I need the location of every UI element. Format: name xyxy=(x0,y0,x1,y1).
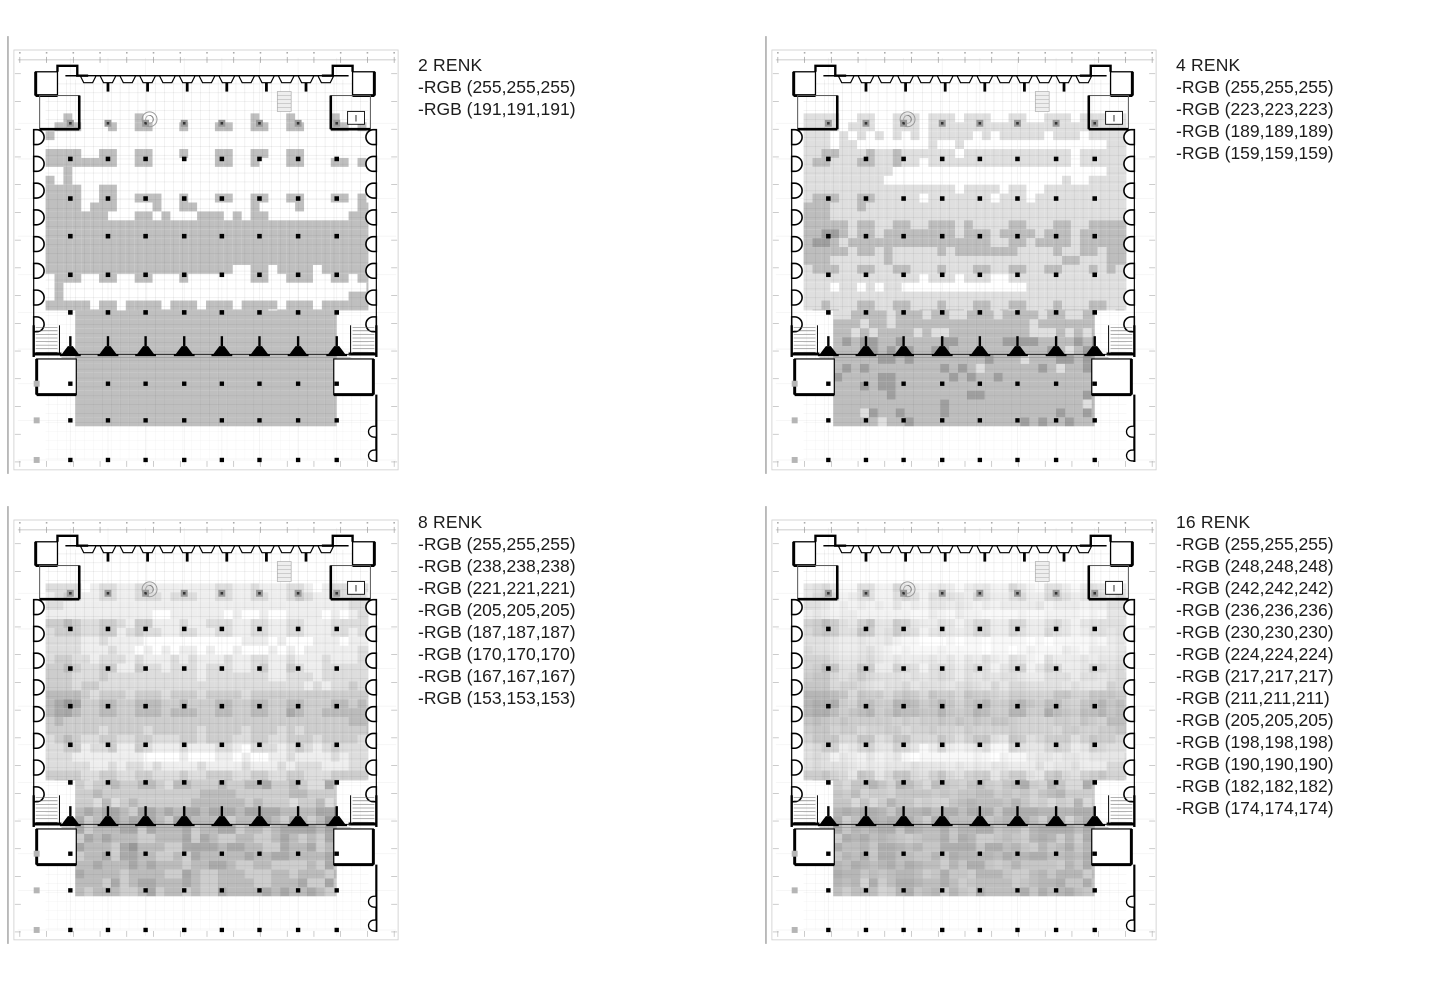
panel-title: 8 RENK xyxy=(418,512,483,532)
floor-plan-svg xyxy=(4,30,410,476)
panel-title: 2 RENK xyxy=(418,55,483,75)
panel-16-renk xyxy=(762,500,1334,946)
panel-8-renk xyxy=(4,500,576,946)
floor-plan-svg xyxy=(762,500,1168,946)
rgb-legend-item: -RGB (255,255,255) xyxy=(1176,534,1334,554)
rgb-legend-item: -RGB (242,242,242) xyxy=(1176,578,1334,598)
rgb-legend-item: -RGB (205,205,205) xyxy=(1176,710,1334,730)
rgb-legend-item: -RGB (167,167,167) xyxy=(418,666,576,686)
rgb-legend-item: -RGB (187,187,187) xyxy=(418,622,576,642)
floor-plan xyxy=(762,500,1168,946)
floor-plan-svg xyxy=(4,500,410,946)
rgb-legend-item: -RGB (189,189,189) xyxy=(1176,121,1334,141)
panel-2-renk xyxy=(4,30,576,476)
rgb-legend xyxy=(1176,533,1334,819)
floor-plan-svg xyxy=(762,30,1168,476)
panel-caption xyxy=(418,30,576,120)
rgb-legend-item: -RGB (153,153,153) xyxy=(418,688,576,708)
rgb-legend-item: -RGB (238,238,238) xyxy=(418,556,576,576)
rgb-legend-item: -RGB (236,236,236) xyxy=(1176,600,1334,620)
rgb-legend-item: -RGB (224,224,224) xyxy=(1176,644,1334,664)
rgb-legend xyxy=(1176,76,1334,164)
rgb-legend-item: -RGB (174,174,174) xyxy=(1176,798,1334,818)
rgb-legend-item: -RGB (198,198,198) xyxy=(1176,732,1334,752)
panel-4-renk xyxy=(762,30,1334,476)
svg-text:I: I xyxy=(1112,113,1116,124)
rgb-legend xyxy=(418,533,576,709)
rgb-legend-item: -RGB (255,255,255) xyxy=(418,77,576,97)
rgb-legend-item: -RGB (182,182,182) xyxy=(1176,776,1334,796)
rgb-legend-item: -RGB (217,217,217) xyxy=(1176,666,1334,686)
rgb-legend-item: -RGB (159,159,159) xyxy=(1176,143,1334,163)
rgb-legend xyxy=(418,76,576,120)
svg-text:I: I xyxy=(354,583,358,594)
panel-title: 16 RENK xyxy=(1176,512,1251,532)
rgb-legend-item: -RGB (223,223,223) xyxy=(1176,99,1334,119)
panel-caption xyxy=(1176,30,1334,164)
floor-plan xyxy=(4,500,410,946)
rgb-legend-item: -RGB (248,248,248) xyxy=(1176,556,1334,576)
rgb-legend-item: -RGB (255,255,255) xyxy=(418,534,576,554)
rgb-legend-item: -RGB (190,190,190) xyxy=(1176,754,1334,774)
rgb-legend-item: -RGB (255,255,255) xyxy=(1176,77,1334,97)
rgb-legend-item: -RGB (205,205,205) xyxy=(418,600,576,620)
panel-caption xyxy=(1176,500,1334,819)
floor-plan xyxy=(762,30,1168,476)
panel-caption xyxy=(418,500,576,709)
rgb-legend-item: -RGB (170,170,170) xyxy=(418,644,576,664)
rgb-legend-item: -RGB (191,191,191) xyxy=(418,99,576,119)
rgb-legend-item: -RGB (211,211,211) xyxy=(1176,688,1330,708)
rgb-legend-item: -RGB (221,221,221) xyxy=(418,578,576,598)
svg-text:I: I xyxy=(354,113,358,124)
rgb-legend-item: -RGB (230,230,230) xyxy=(1176,622,1334,642)
floor-plan xyxy=(4,30,410,476)
panel-title: 4 RENK xyxy=(1176,55,1241,75)
